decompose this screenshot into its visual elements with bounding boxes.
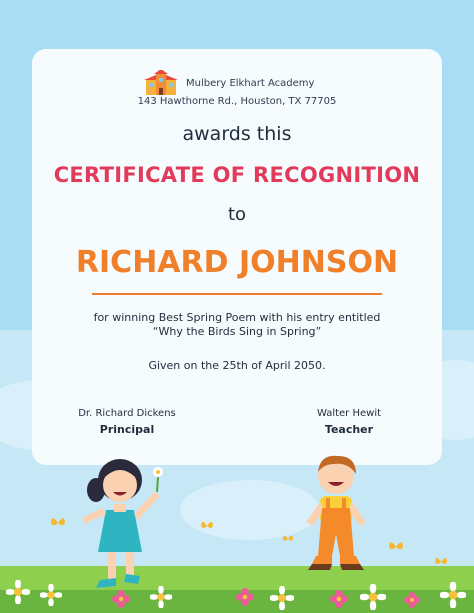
pink-flower-icon: [330, 590, 348, 608]
award-reason: [32, 311, 442, 339]
signature-name: Walter Hewit: [316, 408, 382, 419]
daisy-flower-icon: [150, 586, 172, 608]
signature-principal: [52, 408, 202, 436]
reason-line-1: for winning Best Spring Poem with his entry entitled: [93, 311, 381, 324]
pink-flower-icon: [404, 592, 420, 608]
butterfly-icon: [50, 516, 66, 530]
pink-flower-icon: [236, 588, 254, 606]
school-name: Mulbery Elkhart Academy: [186, 77, 315, 89]
daisy-flower-icon: [360, 584, 386, 610]
recipient-name: RICHARD JOHNSON: [75, 245, 399, 280]
school-building-icon: [144, 70, 178, 96]
butterfly-icon: [434, 556, 448, 568]
school-header: [144, 69, 314, 97]
signature-teacher: [274, 408, 424, 436]
daisy-flower-icon: [40, 584, 62, 606]
daisy-flower-icon: [440, 582, 466, 608]
signature-name: Dr. Richard Dickens: [78, 408, 176, 419]
awards-text: awards this: [182, 123, 292, 145]
school-address: 143 Hawthorne Rd., Houston, TX 77705: [137, 96, 337, 107]
certificate-card: [32, 49, 442, 465]
daisy-flower-icon: [6, 580, 30, 604]
to-text: to: [227, 204, 247, 225]
pink-flower-icon: [112, 590, 130, 608]
certificate-title: CERTIFICATE OF RECOGNITION: [53, 163, 421, 187]
signature-role: Teacher: [324, 423, 374, 436]
name-underline: [92, 293, 382, 295]
daisy-flower-icon: [270, 586, 294, 610]
butterfly-icon: [282, 534, 294, 544]
given-date: Given on the 25th of April 2050.: [148, 359, 326, 372]
girl-illustration: [70, 452, 180, 592]
butterfly-icon: [200, 520, 214, 532]
boy-illustration: [296, 452, 376, 582]
signature-role: Principal: [99, 423, 155, 436]
reason-line-2: “Why the Birds Sing in Spring”: [152, 325, 322, 338]
butterfly-icon: [388, 540, 404, 554]
